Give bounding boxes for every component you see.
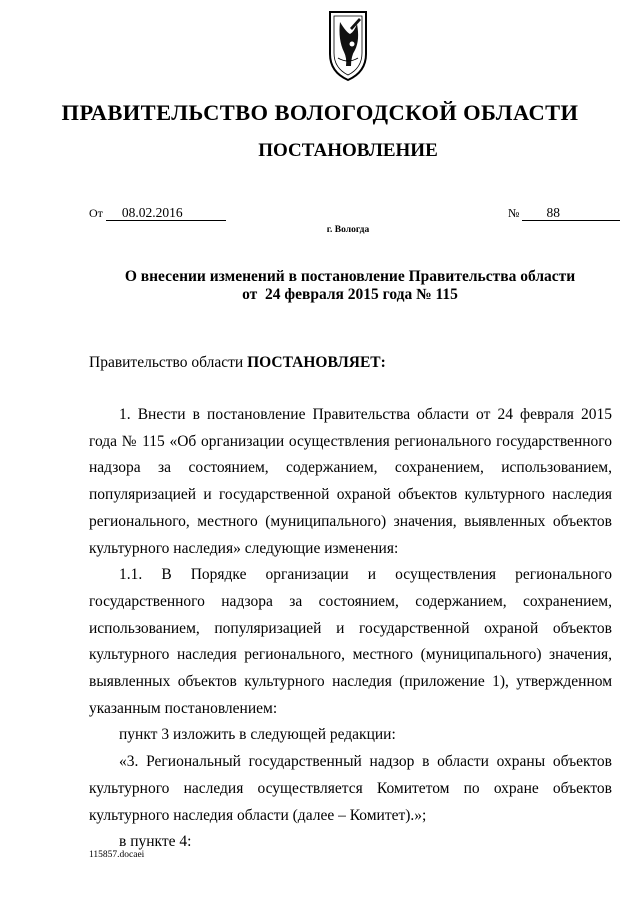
document-type: ПОСТАНОВЛЕНИЕ [258, 140, 438, 161]
file-code: 115857.docaei [89, 850, 145, 860]
from-label: От [89, 206, 103, 220]
document-date: 08.02.2016 [106, 206, 226, 221]
decree-keyword: ПОСТАНОВЛЯЕТ: [247, 354, 386, 371]
paragraph-quote: «3. Региональный государственный надзор в области охраны объектов культурного наследия осуществляется Комитетом по охране объектов культурного наследия области (далее – Комитет).»; [89, 753, 612, 824]
date-field [89, 206, 226, 221]
document-subject [60, 268, 640, 304]
paragraph-1-1: 1.1. В Порядке организации и осуществления регионального государственного надзора за состоянием, содержанием, сохранением, использованием, популяризацией и государственной охраной объектов культурного наследия регионального, местного (муниципального) значения, выявленных объектов культурного наследия (приложение 1), утвержденном указанным постановлением: [89, 566, 612, 717]
decree-statement [89, 354, 386, 372]
subject-line-2: от 24 февраля 2015 года № 115 [242, 286, 458, 303]
paragraph-1: 1. Внести в постановление Правительства области от 24 февраля 2015 года № 115 «Об организации осуществления регионального государственного надзора за состоянием, содержанием, сохранением, использованием, популяризацией и государственной охраной объектов культурного наследия регионального, местного (муниципального) значения, выявленных объектов культурного наследия» следующие изменения: [89, 406, 612, 557]
paragraph-point-4: в пункте 4: [119, 833, 192, 851]
document-number: 88 [522, 206, 620, 221]
document-body [89, 402, 612, 856]
coat-of-arms-emblem [324, 6, 372, 86]
city-label: г. Вологда [326, 225, 370, 235]
number-label: № [508, 206, 520, 220]
subject-line-1: О внесении изменений в постановление Правительства области [124, 268, 576, 285]
decree-lead: Правительство области [89, 354, 248, 371]
organization-title: ПРАВИТЕЛЬСТВО ВОЛОГОДСКОЙ ОБЛАСТИ [61, 100, 579, 125]
paragraph-instruction: пункт 3 изложить в следующей редакции: [119, 726, 396, 744]
number-field [508, 206, 620, 221]
